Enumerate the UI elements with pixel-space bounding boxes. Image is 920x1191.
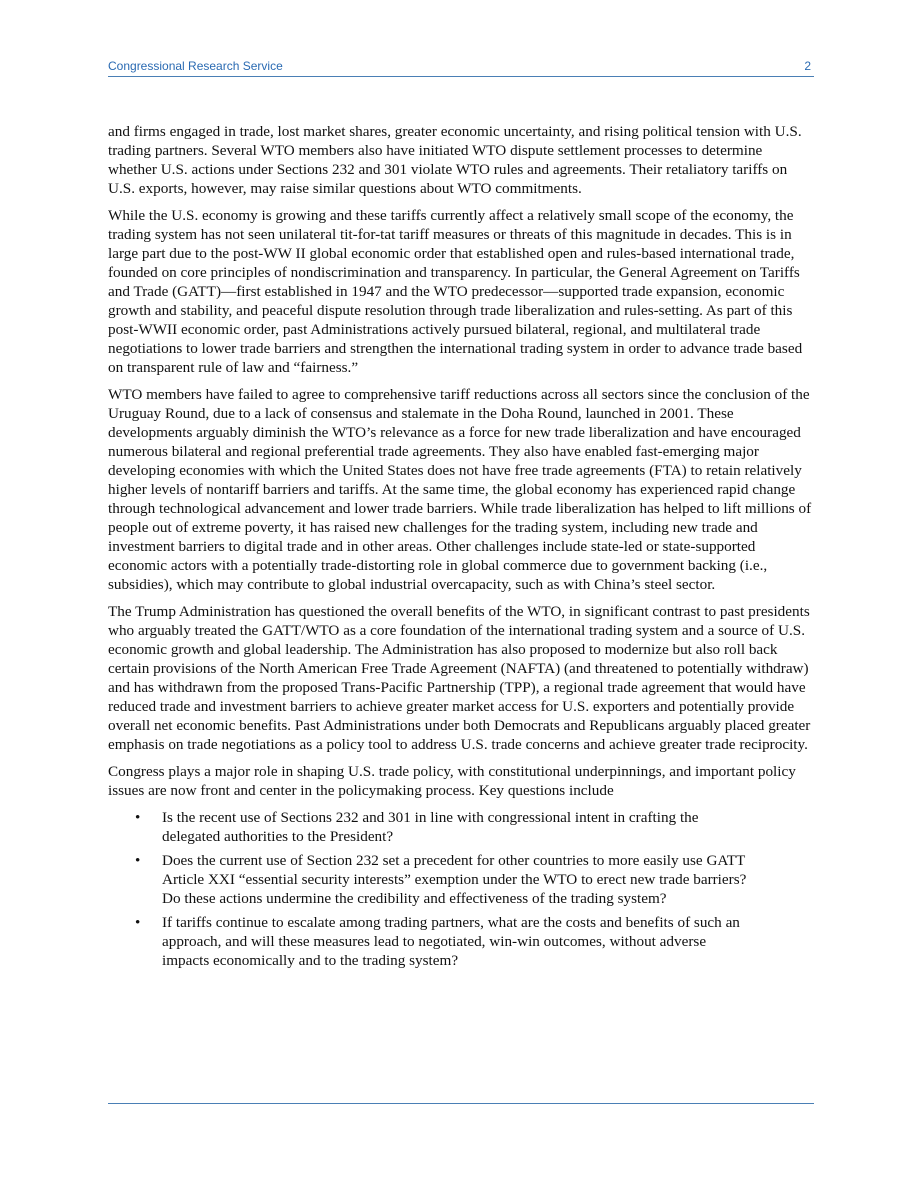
list-item <box>108 913 756 970</box>
list-item-text: If tariffs continue to escalate among trading partners, what are the costs and benefits of such an approach, and will these measures lead to negotiated, win-win outcomes, without adverse impacts economically and to the trading system? <box>162 914 740 969</box>
bullet-icon: • <box>135 809 141 826</box>
list-item-text: Is the recent use of Sections 232 and 301 in line with congressional intent in crafting the delegated authorities to the President? <box>162 809 699 845</box>
list-item-text: Does the current use of Section 232 set a precedent for other countries to more easily use GATT Article XXI “essential security interests” exemption under the WTO to erect new trade barriers? Do these actions undermine the credibility and effectiveness of the trading system? <box>162 852 747 907</box>
bullet-icon: • <box>135 914 141 931</box>
footer-divider <box>108 1103 814 1104</box>
list-item <box>108 808 756 846</box>
page-number: 2 <box>804 59 811 73</box>
header-source: Congressional Research Service <box>108 59 283 73</box>
paragraph: The Trump Administration has questioned the overall benefits of the WTO, in significant contrast to past presidents who arguably treated the GATT/WTO as a core foundation of the international trading system and a source of U.S. economic growth and global leadership. The Administration has also proposed to modernize but also roll back certain provisions of the North American Free Trade Agreement (NAFTA) (and threatened to potentially withdraw) and has withdrawn from the proposed Trans-Pacific Partnership (TPP), a regional trade agreement that would have reduced trade and investment barriers to achieve greater market access for U.S. exporters and potentially provide overall net economic benefits. Past Administrations under both Democrats and Republicans arguably placed greater emphasis on trade negotiations as a policy tool to address U.S. trade concerns and achieve greater trade reciprocity. <box>108 603 811 753</box>
paragraph: While the U.S. economy is growing and these tariffs currently affect a relatively small scope of the economy, the trading system has not seen unilateral tit-for-tat tariff measures or threats of this magnitude in decades. This is in large part due to the post-WW II global economic order that established open and rules-based international trade, founded on core principles of nondiscrimination and transparency. In particular, the General Agreement on Tariffs and Trade (GATT)—first established in 1947 and the WTO predecessor—supported trade expansion, economic growth and stability, and peaceful dispute resolution through trade liberalization and rules-setting. As part of this post-WWII economic order, past Administrations actively pursued bilateral, regional, and multilateral trade negotiations to lower trade barriers and strengthen the international trading system in order to advance trade based on transparent rule of law and “fairness.” <box>108 207 803 376</box>
paragraph: Congress plays a major role in shaping U.S. trade policy, with constitutional underpinnings, and important policy issues are now front and center in the policymaking process. Key questions include <box>108 763 796 799</box>
page-header <box>108 56 814 77</box>
paragraph: and firms engaged in trade, lost market shares, greater economic uncertainty, and rising political tension with U.S. trading partners. Several WTO members also have initiated WTO dispute settlement processes to determine whether U.S. actions under Sections 232 and 301 violate WTO rules and agreements. Their retaliatory tariffs on U.S. exports, however, may raise similar questions about WTO commitments. <box>108 123 802 197</box>
bullet-icon: • <box>135 852 141 869</box>
paragraph: WTO members have failed to agree to comprehensive tariff reductions across all sectors since the conclusion of the Uruguay Round, due to a lack of consensus and stalemate in the Doha Round, launched in 2001. These developments arguably diminish the WTO’s relevance as a force for new trade liberalization and have encouraged numerous bilateral and regional preferential trade agreements. They also have enabled fast-emerging major developing economies with which the United States does not have free trade agreements (FTA) to retain relatively higher levels of nontariff barriers and tariffs. At the same time, the global economy has experienced rapid change through technological advancement and lower trade barriers. While trade liberalization has helped to lift millions of people out of extreme poverty, it has raised new challenges for the trading system, including new trade and investment barriers to digital trade and in other areas. Other challenges include state-led or state-supported economic actors with a potentially trade-distorting role in global commerce due to government backing (i.e., subsidies), which may contribute to global industrial overcapacity, such as with China’s steel sector. <box>108 386 812 593</box>
list-item <box>108 851 756 908</box>
document-body <box>108 122 814 975</box>
key-questions-list <box>108 808 814 970</box>
